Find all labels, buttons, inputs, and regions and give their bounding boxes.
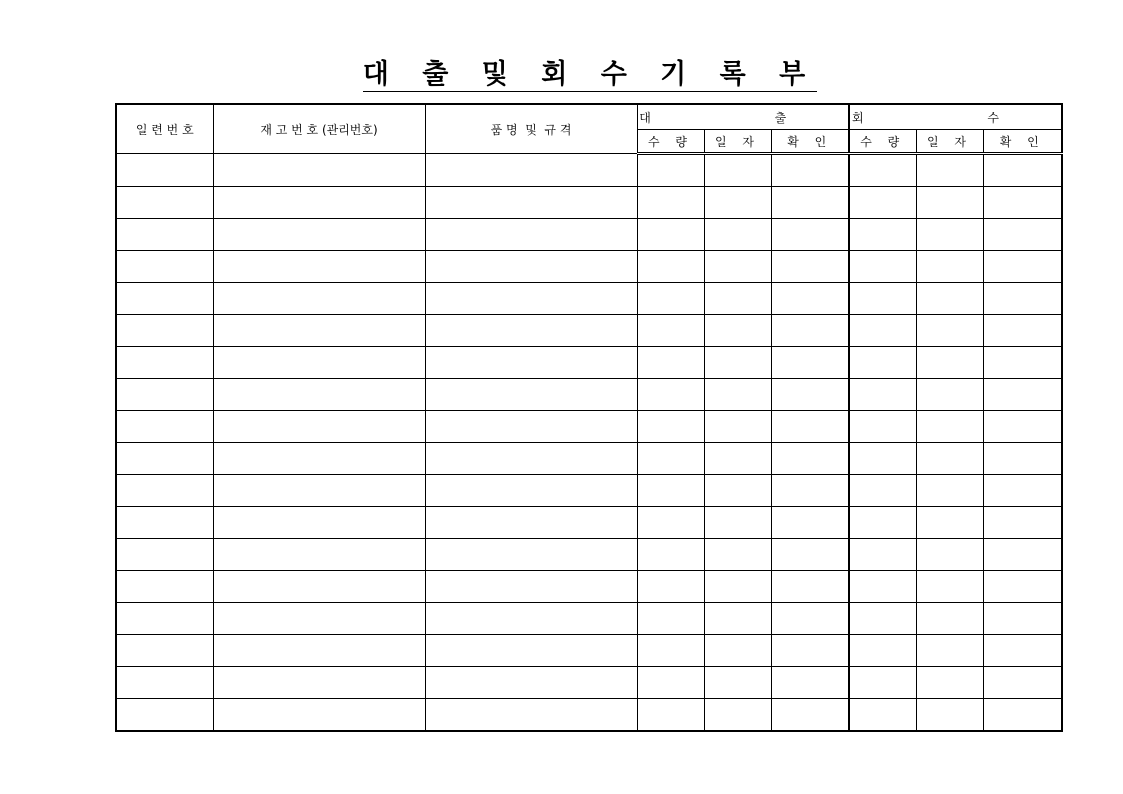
loan-date-cell[interactable] — [704, 475, 771, 507]
return-confirm-cell[interactable] — [983, 315, 1062, 347]
stock-cell[interactable] — [213, 443, 425, 475]
stock-cell[interactable] — [213, 539, 425, 571]
return-date-cell[interactable] — [916, 603, 983, 635]
item-cell[interactable] — [425, 603, 637, 635]
return-date-cell[interactable] — [916, 187, 983, 219]
return-qty-cell[interactable] — [849, 603, 916, 635]
header-return-quantity: 수 량 — [849, 130, 916, 154]
return-confirm-cell[interactable] — [983, 219, 1062, 251]
loan-qty-cell[interactable] — [637, 699, 704, 732]
serial-cell[interactable] — [116, 507, 213, 539]
loan-date-cell[interactable] — [704, 379, 771, 411]
table-row — [116, 699, 1062, 732]
loan-qty-cell[interactable] — [637, 443, 704, 475]
loan-date-cell[interactable] — [704, 699, 771, 732]
loan-confirm-cell[interactable] — [771, 571, 849, 603]
return-confirm-cell[interactable] — [983, 603, 1062, 635]
return-confirm-cell[interactable] — [983, 667, 1062, 699]
header-stock-number: 재 고 번 호 (관리번호) — [213, 104, 425, 154]
serial-cell[interactable] — [116, 667, 213, 699]
loan-date-cell[interactable] — [704, 154, 771, 187]
stock-cell[interactable] — [213, 283, 425, 315]
return-qty-cell[interactable] — [849, 219, 916, 251]
return-confirm-cell[interactable] — [983, 635, 1062, 667]
loan-confirm-cell[interactable] — [771, 251, 849, 283]
serial-cell[interactable] — [116, 571, 213, 603]
return-date-cell[interactable] — [916, 154, 983, 187]
return-qty-cell[interactable] — [849, 539, 916, 571]
table-row — [116, 187, 1062, 219]
return-date-cell[interactable] — [916, 699, 983, 732]
serial-cell[interactable] — [116, 539, 213, 571]
return-date-cell[interactable] — [916, 251, 983, 283]
return-qty-cell[interactable] — [849, 154, 916, 187]
loan-date-cell[interactable] — [704, 219, 771, 251]
return-qty-cell[interactable] — [849, 699, 916, 732]
return-qty-cell[interactable] — [849, 635, 916, 667]
table-row — [116, 667, 1062, 699]
stock-cell[interactable] — [213, 507, 425, 539]
return-date-cell[interactable] — [916, 667, 983, 699]
return-qty-cell[interactable] — [849, 251, 916, 283]
return-date-cell[interactable] — [916, 379, 983, 411]
loan-confirm-cell[interactable] — [771, 667, 849, 699]
return-date-cell[interactable] — [916, 507, 983, 539]
table-row — [116, 571, 1062, 603]
item-cell[interactable] — [425, 507, 637, 539]
loan-qty-cell[interactable] — [637, 315, 704, 347]
serial-cell[interactable] — [116, 411, 213, 443]
loan-qty-cell[interactable] — [637, 347, 704, 379]
serial-cell[interactable] — [116, 635, 213, 667]
item-cell[interactable] — [425, 379, 637, 411]
loan-confirm-cell[interactable] — [771, 315, 849, 347]
return-confirm-cell[interactable] — [983, 347, 1062, 379]
loan-date-cell[interactable] — [704, 315, 771, 347]
return-confirm-cell[interactable] — [983, 379, 1062, 411]
item-cell[interactable] — [425, 283, 637, 315]
stock-cell[interactable] — [213, 187, 425, 219]
loan-date-cell[interactable] — [704, 571, 771, 603]
loan-qty-cell[interactable] — [637, 571, 704, 603]
stock-cell[interactable] — [213, 154, 425, 187]
serial-cell[interactable] — [116, 251, 213, 283]
return-qty-cell[interactable] — [849, 571, 916, 603]
return-date-cell[interactable] — [916, 283, 983, 315]
table-row — [116, 635, 1062, 667]
return-confirm-cell[interactable] — [983, 507, 1062, 539]
return-confirm-cell[interactable] — [983, 699, 1062, 732]
loan-qty-cell[interactable] — [637, 411, 704, 443]
return-confirm-cell[interactable] — [983, 475, 1062, 507]
stock-cell[interactable] — [213, 219, 425, 251]
stock-cell[interactable] — [213, 347, 425, 379]
item-cell[interactable] — [425, 571, 637, 603]
serial-cell[interactable] — [116, 699, 213, 732]
loan-date-cell[interactable] — [704, 635, 771, 667]
loan-date-cell[interactable] — [704, 539, 771, 571]
serial-cell[interactable] — [116, 603, 213, 635]
loan-confirm-cell[interactable] — [771, 347, 849, 379]
loan-qty-cell[interactable] — [637, 635, 704, 667]
loan-confirm-cell[interactable] — [771, 507, 849, 539]
table-row — [116, 443, 1062, 475]
header-loan-quantity: 수 량 — [637, 130, 704, 154]
loan-qty-cell[interactable] — [637, 154, 704, 187]
loan-qty-cell[interactable] — [637, 475, 704, 507]
ledger-body — [116, 154, 1062, 732]
stock-cell[interactable] — [213, 699, 425, 732]
return-qty-cell[interactable] — [849, 187, 916, 219]
return-date-cell[interactable] — [916, 411, 983, 443]
stock-cell[interactable] — [213, 475, 425, 507]
stock-cell[interactable] — [213, 251, 425, 283]
item-cell[interactable] — [425, 315, 637, 347]
item-cell[interactable] — [425, 219, 637, 251]
loan-date-cell[interactable] — [704, 411, 771, 443]
loan-date-cell[interactable] — [704, 251, 771, 283]
return-qty-cell[interactable] — [849, 379, 916, 411]
header-serial-number: 일 련 번 호 — [116, 104, 213, 154]
return-qty-cell[interactable] — [849, 347, 916, 379]
loan-date-cell[interactable] — [704, 603, 771, 635]
item-cell[interactable] — [425, 699, 637, 732]
loan-qty-cell[interactable] — [637, 603, 704, 635]
table-row — [116, 251, 1062, 283]
loan-qty-cell[interactable] — [637, 379, 704, 411]
table-row — [116, 475, 1062, 507]
serial-cell[interactable] — [116, 347, 213, 379]
item-cell[interactable] — [425, 411, 637, 443]
return-date-cell[interactable] — [916, 635, 983, 667]
return-confirm-cell[interactable] — [983, 283, 1062, 315]
loan-confirm-cell[interactable] — [771, 539, 849, 571]
return-date-cell[interactable] — [916, 219, 983, 251]
item-cell[interactable] — [425, 154, 637, 187]
table-row — [116, 283, 1062, 315]
loan-confirm-cell[interactable] — [771, 283, 849, 315]
return-date-cell[interactable] — [916, 443, 983, 475]
serial-cell[interactable] — [116, 379, 213, 411]
header-loan-group: 대 출 — [637, 104, 849, 130]
loan-confirm-cell[interactable] — [771, 635, 849, 667]
return-confirm-cell[interactable] — [983, 251, 1062, 283]
table-row — [116, 539, 1062, 571]
return-date-cell[interactable] — [916, 315, 983, 347]
document-title-text: 대 출 및 회 수 기 록 부 — [362, 59, 818, 90]
item-cell[interactable] — [425, 635, 637, 667]
loan-date-cell[interactable] — [704, 667, 771, 699]
loan-return-ledger-table — [115, 103, 1063, 732]
table-row — [116, 154, 1062, 187]
header-loan-date: 일 자 — [704, 130, 771, 154]
loan-qty-cell[interactable] — [637, 507, 704, 539]
item-cell[interactable] — [425, 251, 637, 283]
loan-confirm-cell[interactable] — [771, 379, 849, 411]
return-confirm-cell[interactable] — [983, 154, 1062, 187]
loan-qty-cell[interactable] — [637, 187, 704, 219]
table-row — [116, 347, 1062, 379]
return-qty-cell[interactable] — [849, 443, 916, 475]
loan-date-cell[interactable] — [704, 507, 771, 539]
stock-cell[interactable] — [213, 667, 425, 699]
return-date-cell[interactable] — [916, 539, 983, 571]
loan-qty-cell[interactable] — [637, 667, 704, 699]
stock-cell[interactable] — [213, 379, 425, 411]
loan-date-cell[interactable] — [704, 443, 771, 475]
loan-qty-cell[interactable] — [637, 283, 704, 315]
item-cell[interactable] — [425, 187, 637, 219]
return-qty-cell[interactable] — [849, 411, 916, 443]
loan-confirm-cell[interactable] — [771, 219, 849, 251]
stock-cell[interactable] — [213, 635, 425, 667]
return-confirm-cell[interactable] — [983, 571, 1062, 603]
loan-confirm-cell[interactable] — [771, 699, 849, 732]
return-date-cell[interactable] — [916, 571, 983, 603]
table-row — [116, 219, 1062, 251]
stock-cell[interactable] — [213, 603, 425, 635]
return-qty-cell[interactable] — [849, 667, 916, 699]
serial-cell[interactable] — [116, 475, 213, 507]
return-confirm-cell[interactable] — [983, 411, 1062, 443]
document-title — [0, 52, 1123, 91]
loan-confirm-cell[interactable] — [771, 411, 849, 443]
serial-cell[interactable] — [116, 443, 213, 475]
loan-confirm-cell[interactable] — [771, 475, 849, 507]
return-qty-cell[interactable] — [849, 315, 916, 347]
item-cell[interactable] — [425, 443, 637, 475]
stock-cell[interactable] — [213, 411, 425, 443]
loan-qty-cell[interactable] — [637, 219, 704, 251]
table-row — [116, 315, 1062, 347]
return-qty-cell[interactable] — [849, 507, 916, 539]
table-row — [116, 603, 1062, 635]
item-cell[interactable] — [425, 539, 637, 571]
item-cell[interactable] — [425, 347, 637, 379]
loan-confirm-cell[interactable] — [771, 187, 849, 219]
loan-date-cell[interactable] — [704, 187, 771, 219]
loan-confirm-cell[interactable] — [771, 603, 849, 635]
header-return-group: 회 수 — [849, 104, 1062, 130]
item-cell[interactable] — [425, 475, 637, 507]
return-confirm-cell[interactable] — [983, 539, 1062, 571]
serial-cell[interactable] — [116, 283, 213, 315]
return-date-cell[interactable] — [916, 475, 983, 507]
stock-cell[interactable] — [213, 571, 425, 603]
serial-cell[interactable] — [116, 315, 213, 347]
loan-confirm-cell[interactable] — [771, 154, 849, 187]
return-confirm-cell[interactable] — [983, 443, 1062, 475]
table-row — [116, 507, 1062, 539]
table-row — [116, 379, 1062, 411]
loan-date-cell[interactable] — [704, 283, 771, 315]
loan-confirm-cell[interactable] — [771, 443, 849, 475]
item-cell[interactable] — [425, 667, 637, 699]
loan-date-cell[interactable] — [704, 347, 771, 379]
loan-qty-cell[interactable] — [637, 539, 704, 571]
header-return-confirm: 확 인 — [983, 130, 1062, 154]
return-confirm-cell[interactable] — [983, 187, 1062, 219]
serial-cell[interactable] — [116, 219, 213, 251]
stock-cell[interactable] — [213, 315, 425, 347]
return-date-cell[interactable] — [916, 347, 983, 379]
return-qty-cell[interactable] — [849, 283, 916, 315]
serial-cell[interactable] — [116, 187, 213, 219]
table-row — [116, 411, 1062, 443]
serial-cell[interactable] — [116, 154, 213, 187]
header-return-date: 일 자 — [916, 130, 983, 154]
return-qty-cell[interactable] — [849, 475, 916, 507]
loan-qty-cell[interactable] — [637, 251, 704, 283]
header-loan-confirm: 확 인 — [771, 130, 849, 154]
header-item-name-spec: 품 명 및 규 격 — [425, 104, 637, 154]
